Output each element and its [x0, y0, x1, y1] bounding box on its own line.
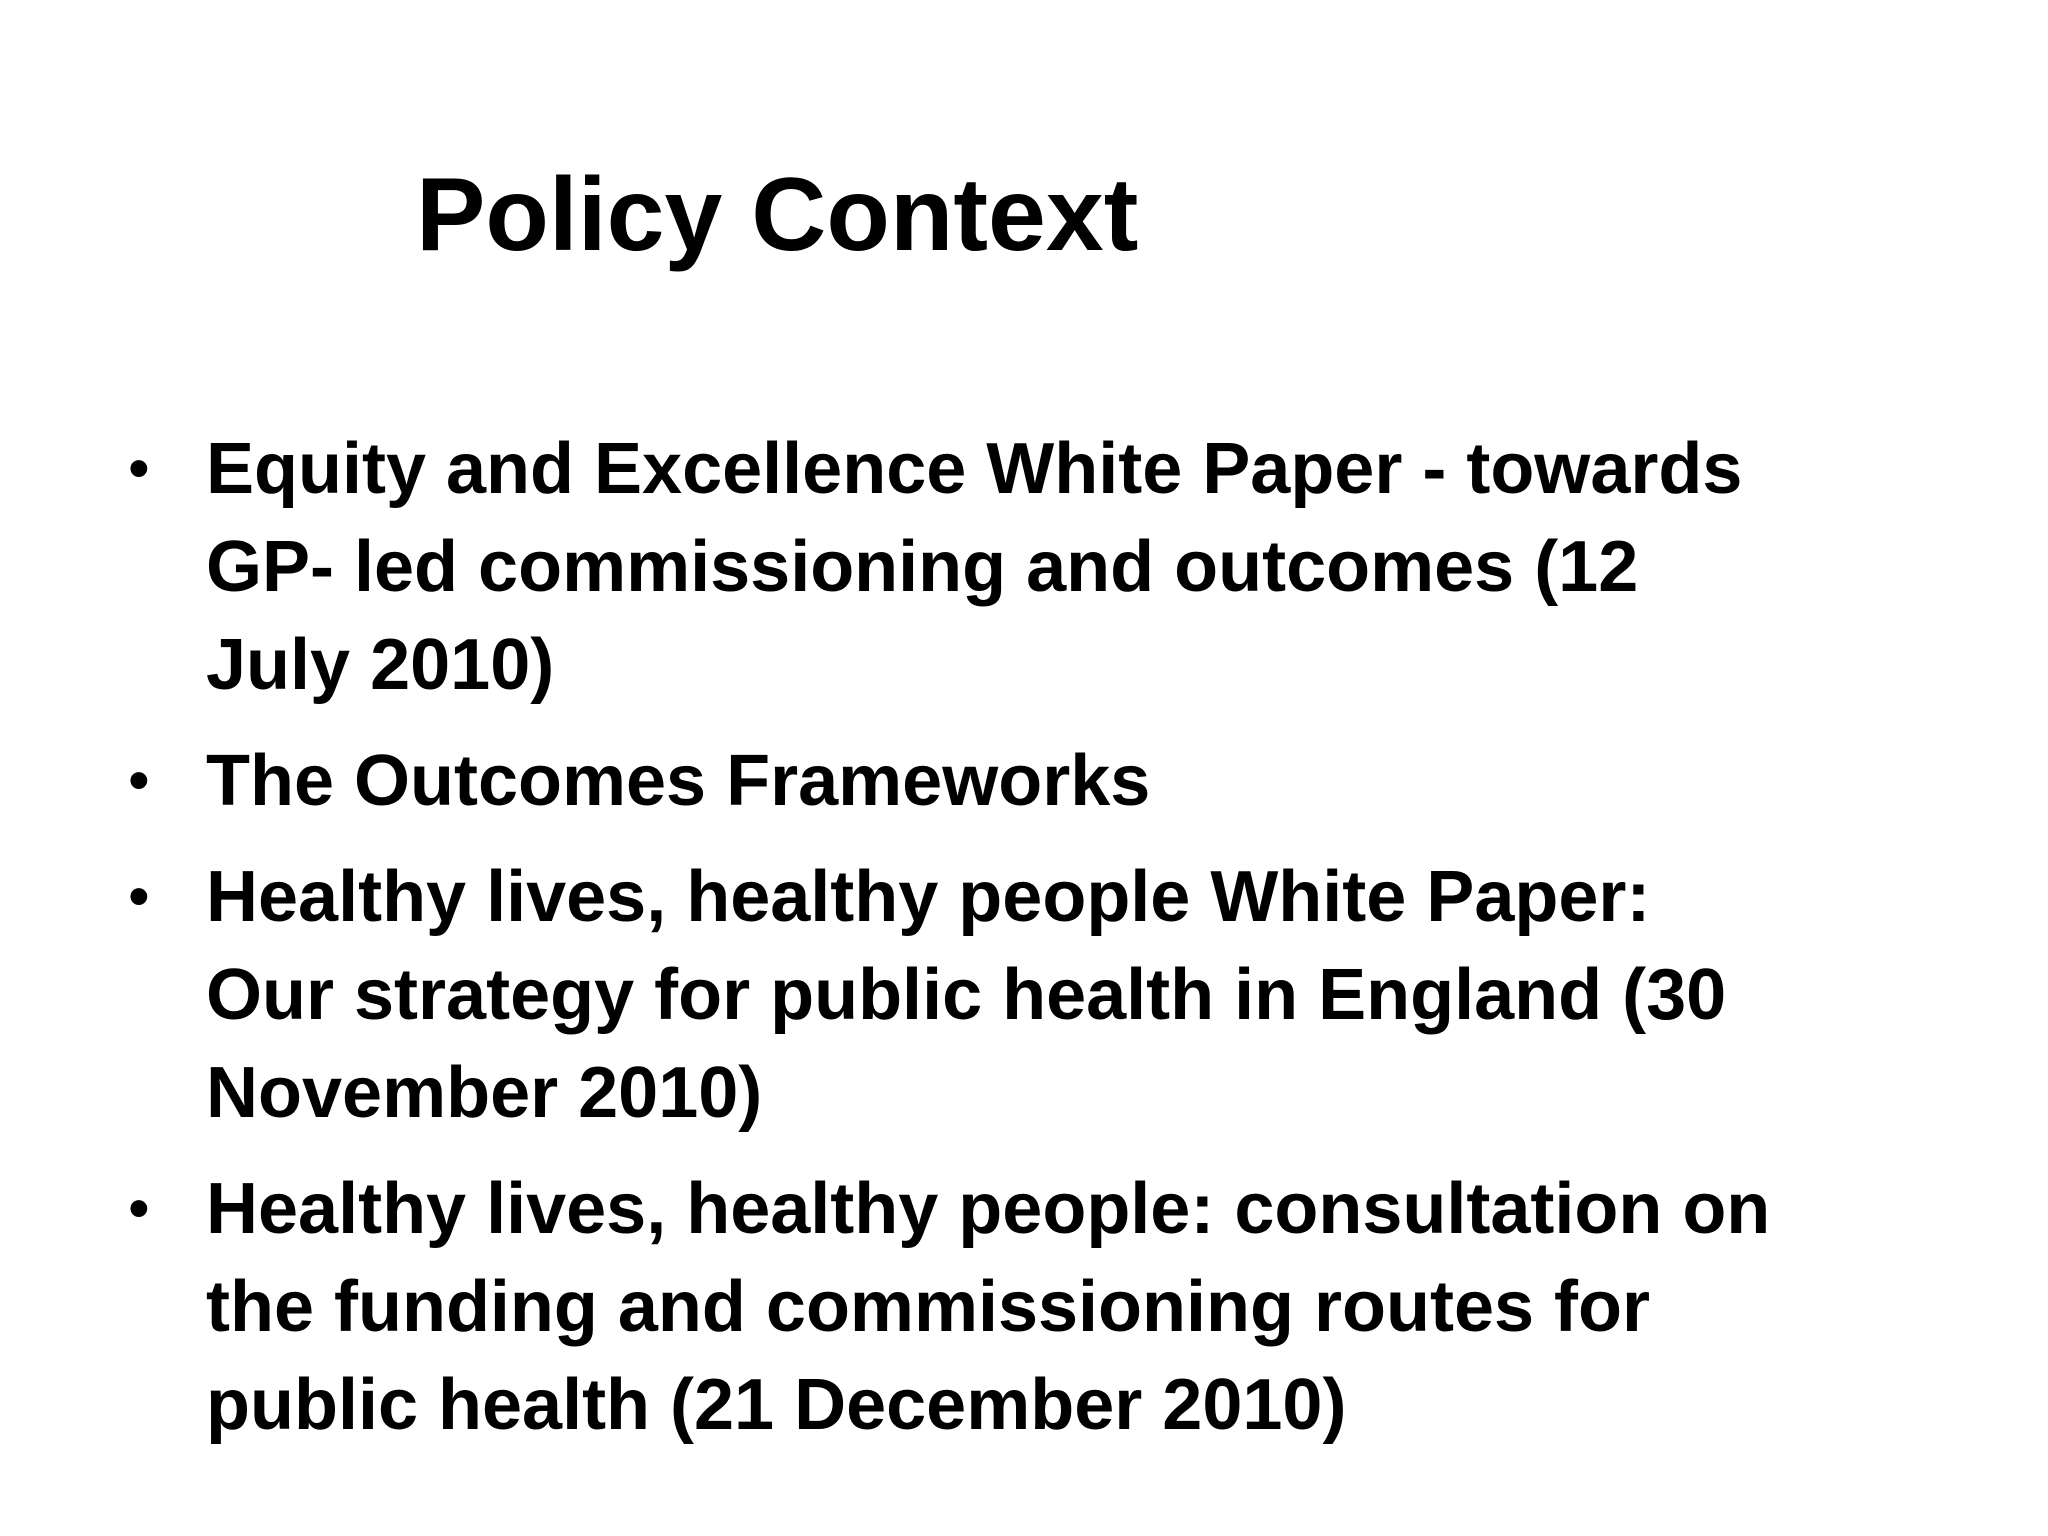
bullet-item [120, 420, 2000, 714]
bullet-item [120, 732, 2000, 830]
bullet-marker: • [128, 434, 150, 503]
bullet-list [120, 420, 2000, 1472]
bullet-item [120, 1160, 2000, 1454]
bullet-text: The Outcomes Frameworks [206, 741, 1151, 821]
bullet-text: Healthy lives, healthy people White Paper: Our strategy for public health in England (30 November 2010) [206, 857, 1727, 1133]
bullet-marker: • [128, 862, 150, 931]
bullet-marker: • [128, 746, 150, 815]
bullet-marker: • [128, 1174, 150, 1243]
bullet-text: Healthy lives, healthy people: consultation on the funding and commissioning routes for public health (21 December 2010) [206, 1169, 1771, 1445]
bullet-item [120, 848, 2000, 1142]
slide-title: Policy Context [416, 157, 1139, 273]
bullet-text: Equity and Excellence White Paper - towards GP- led commissioning and outcomes (12 July 2010) [206, 429, 1743, 705]
